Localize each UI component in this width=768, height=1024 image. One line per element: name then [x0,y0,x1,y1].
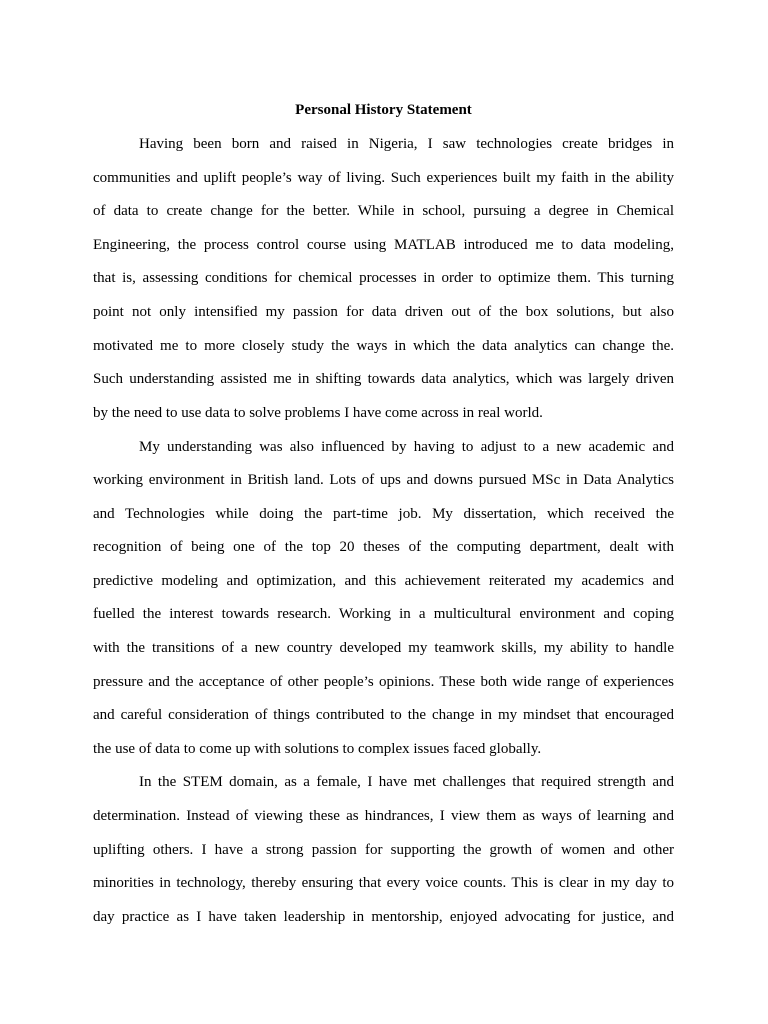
paragraph-2-line-5: predictive modeling and optimization, and this achievement reiterated my academics and [93,573,674,589]
paragraph-1-line-9: by the need to use data to solve problems I have come across in real world. [93,405,543,421]
paragraph-1-line-6: point not only intensified my passion for data driven out of the box solutions, but also [93,304,674,320]
paragraph-3-line-1: In the STEM domain, as a female, I have met challenges that required strength and [139,774,674,790]
paragraph-1-line-8: Such understanding assisted me in shifting towards data analytics, which was largely driven [93,371,674,387]
paragraph-2-line-1: My understanding was also influenced by having to adjust to a new academic and [139,439,674,455]
paragraph-3-line-5: day practice as I have taken leadership in mentorship, enjoyed advocating for justice, and [93,909,674,925]
paragraph-2-line-6: fuelled the interest towards research. Working in a multicultural environment and coping [93,606,674,622]
paragraph-1-line-2: communities and uplift people’s way of living. Such experiences built my faith in the ability [93,170,674,186]
paragraph-1-line-4: Engineering, the process control course using MATLAB introduced me to data modeling, [93,237,674,253]
paragraph-3-line-2: determination. Instead of viewing these as hindrances, I view them as ways of learning and [93,808,674,824]
paragraph-1-line-7: motivated me to more closely study the ways in which the data analytics can change the. [93,338,674,354]
paragraph-2-line-2: working environment in British land. Lots of ups and downs pursued MSc in Data Analytics [93,472,674,488]
paragraph-2-line-9: and careful consideration of things contributed to the change in my mindset that encouraged [93,707,674,723]
paragraph-2-line-4: recognition of being one of the top 20 theses of the computing department, dealt with [93,539,674,555]
paragraph-3-line-3: uplifting others. I have a strong passion for supporting the growth of women and other [93,842,674,858]
paragraph-2-line-10: the use of data to come up with solutions to complex issues faced globally. [93,741,542,757]
paragraph-1-line-1: Having been born and raised in Nigeria, I saw technologies create bridges in [139,136,674,152]
paragraph-1-line-3: of data to create change for the better. While in school, pursuing a degree in Chemical [93,203,674,219]
paragraph-1-line-5: that is, assessing conditions for chemical processes in order to optimize them. This turning [93,270,674,286]
page-title: Personal History Statement [295,102,472,118]
paragraph-3-line-4: minorities in technology, thereby ensuring that every voice counts. This is clear in my day to [93,875,674,891]
paragraph-2-line-7: with the transitions of a new country developed my teamwork skills, my ability to handle [93,640,674,656]
paragraph-2-line-3: and Technologies while doing the part-time job. My dissertation, which received the [93,506,674,522]
paragraph-2-line-8: pressure and the acceptance of other people’s opinions. These both wide range of experiences [93,674,674,690]
